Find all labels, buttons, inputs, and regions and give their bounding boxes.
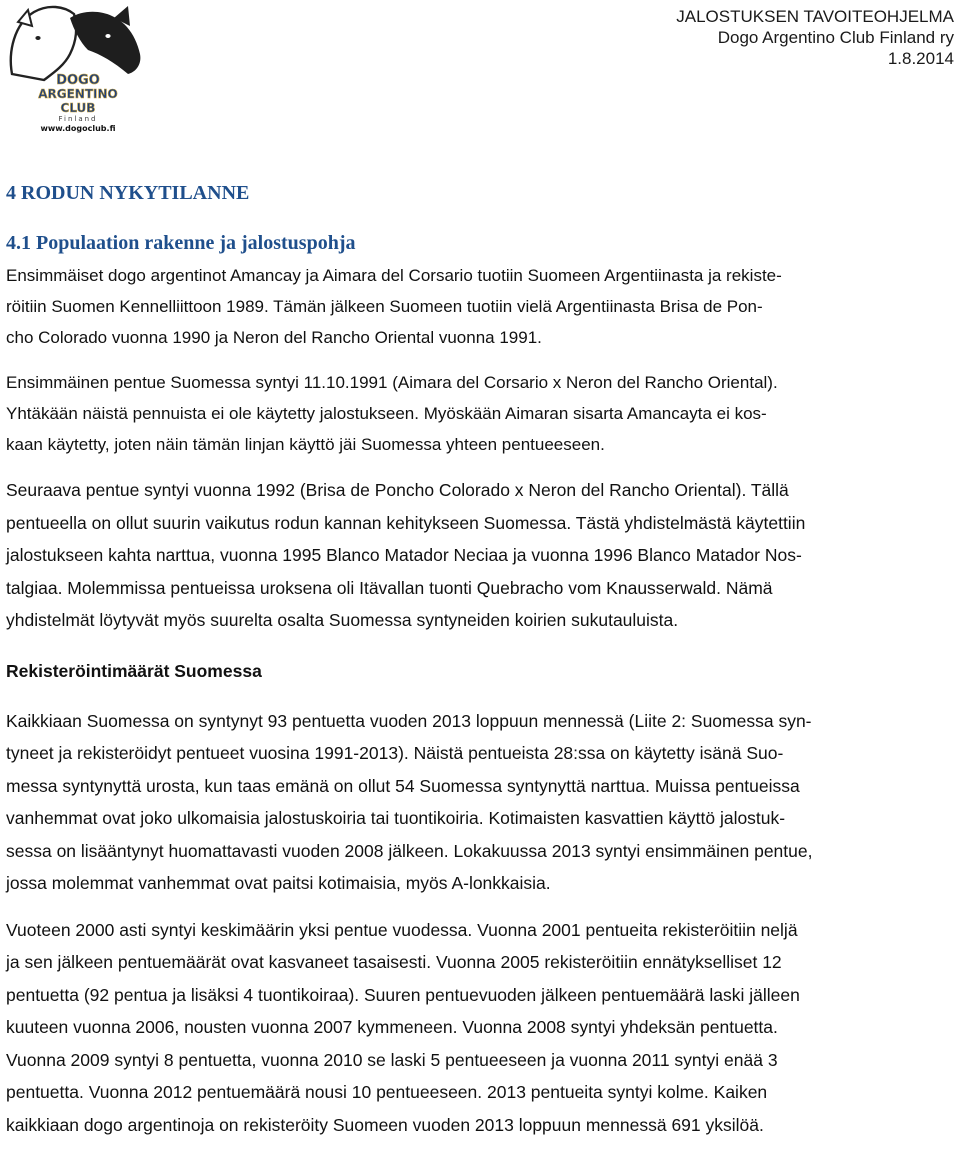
dogs-logo-icon: [4, 2, 152, 134]
text-line: Vuoteen 2000 asti syntyi keskimäärin yksi pentue vuodessa. Vuonna 2001 pentueita rekisteröitiin neljä: [6, 919, 798, 940]
text-line: yhdistelmät löytyvät myös suurelta osalta Suomessa syntyneiden koirien sukutauluista.: [6, 610, 679, 630]
registrations-paragraph: [6, 705, 954, 900]
svg-text:DOGO: DOGO: [56, 73, 100, 88]
next-litter-paragraph: [6, 474, 954, 637]
intro-paragraph: [6, 260, 954, 353]
svg-text:CLUB: CLUB: [60, 101, 96, 115]
text-line: pentuetta (92 pentua ja lisäksi 4 tuontikoiraa). Suuren pentuevuoden jälkeen pentuemäärä laski jälleen: [6, 984, 800, 1005]
text-line: Yhtäkään näistä pennuista ei ole käytetty jalostukseen. Myöskään Aimaran sisarta Amancayta ei kos-: [6, 404, 767, 423]
subsection-heading: 4.1 Populaation rakenne ja jalostuspohja: [6, 232, 356, 254]
text-line: cho Colorado vuonna 1990 ja Neron del Rancho Oriental vuonna 1991.: [6, 328, 542, 347]
text-line: kuuteen vuonna 2006, nousten vuonna 2007 kymmeneen. Vuonna 2008 syntyi yhdeksän pentuetta.: [6, 1017, 778, 1037]
first-litter-paragraph: [6, 367, 954, 460]
text-line: kaikkiaan dogo argentinoja on rekisteröity Suomeen vuoden 2013 loppuun mennessä 691 yksilöä.: [6, 1114, 764, 1135]
text-line: pentueella on ollut suurin vaikutus rodun kannan kehitykseen Suomessa. Tästä yhdistelmästä käytettiin: [6, 512, 806, 533]
text-line: tyneet ja rekisteröidyt pentueet vuosina 1991-2013). Näistä pentueista 28:ssa on käytetty isänä Suo-: [6, 743, 784, 763]
document-header: [676, 6, 954, 69]
section-heading: 4 RODUN NYKYTILANNE: [6, 182, 250, 204]
text-line: pentuetta. Vuonna 2012 pentuemäärä nousi 10 pentueeseen. 2013 pentueita syntyi kolme. Kaiken: [6, 1082, 768, 1102]
text-line: Vuonna 2009 syntyi 8 pentuetta, vuonna 2010 se laski 5 pentueeseen ja vuonna 2011 syntyi enää 3: [6, 1049, 778, 1070]
text-line: jalostukseen kahta narttua, vuonna 1995 Blanco Matador Neciaa ja vuonna 1996 Blanco Matador Nos-: [6, 545, 802, 565]
text-line: röitiin Suomen Kennelliittoon 1989. Tämän jälkeen Suomeen tuotiin vielä Argentiinasta Brisa de Pon-: [6, 297, 763, 316]
svg-text:www.dogoclub.fi: www.dogoclub.fi: [40, 124, 116, 133]
registrations-heading: Rekisteröintimäärät Suomessa: [6, 660, 262, 681]
club-name: Dogo Argentino Club Finland ry: [717, 28, 954, 47]
litter-counts-paragraph: [6, 914, 954, 1142]
text-line: Seuraava pentue syntyi vuonna 1992 (Brisa de Poncho Colorado x Neron del Rancho Oriental). Tällä: [6, 480, 789, 500]
document-body: [6, 176, 954, 1141]
text-line: sessa on lisääntynyt huomattavasti vuoden 2008 jälkeen. Lokakuussa 2013 syntyi ensimmäinen pentue,: [6, 840, 813, 861]
text-line: kaan käytetty, joten näin tämän linjan käyttö jäi Suomessa yhteen pentueeseen.: [6, 435, 605, 454]
text-line: ja sen jälkeen pentuemäärät ovat kasvaneet tasaisesti. Vuonna 2005 rekisteröitiin ennätykselliset 12: [6, 952, 782, 972]
text-line: Ensimmäiset dogo argentinot Amancay ja Aimara del Corsario tuotiin Suomeen Argentiinasta ja rekiste-: [6, 266, 782, 285]
program-title: JALOSTUKSEN TAVOITEOHJELMA: [676, 7, 954, 26]
text-line: Kaikkiaan Suomessa on syntynyt 93 pentuetta vuoden 2013 loppuun mennessä (Liite 2: Suomessa syn-: [6, 710, 812, 731]
text-line: messa syntynyttä urosta, kun taas emänä on ollut 54 Suomessa syntynyttä narttua. Muissa pentueissa: [6, 775, 800, 796]
text-line: talgiaa. Molemmissa pentueissa uroksena oli Itävallan tuonti Quebracho vom Knausserwald. Nämä: [6, 577, 773, 598]
club-logo: [4, 2, 152, 134]
svg-text:Finland: Finland: [58, 115, 98, 123]
text-line: jossa molemmat vanhemmat ovat paitsi kotimaisia, myös A-lonkkaisia.: [6, 873, 551, 893]
document-date: 1.8.2014: [887, 49, 954, 68]
text-line: Ensimmäinen pentue Suomessa syntyi 11.10.1991 (Aimara del Corsario x Neron del Rancho Oriental).: [6, 373, 778, 392]
text-line: vanhemmat ovat joko ulkomaisia jalostuskoiria tai tuontikoiria. Kotimaisten kasvattien käyttö jalostuk-: [6, 808, 786, 828]
svg-text:ARGENTINO: ARGENTINO: [38, 87, 118, 101]
